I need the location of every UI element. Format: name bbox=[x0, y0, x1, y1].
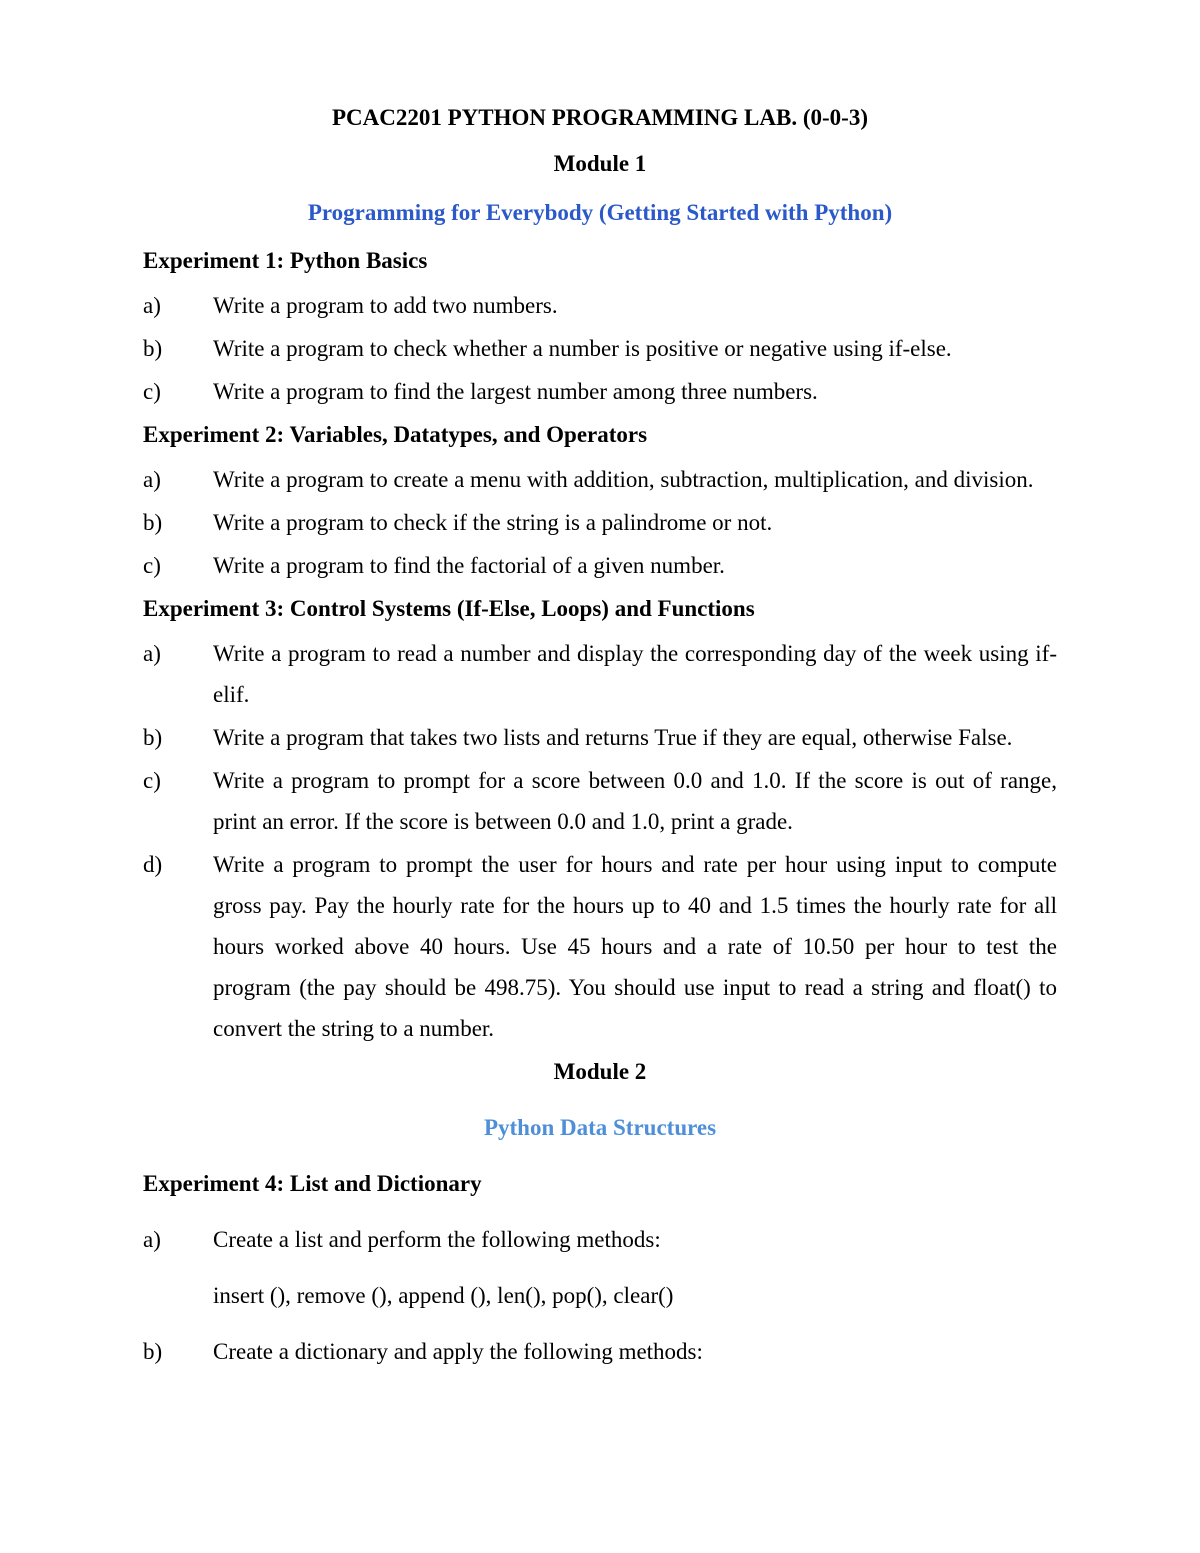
list-item-label: a) bbox=[143, 293, 161, 318]
list-item-text: Write a program to find the factorial of a given number. bbox=[213, 553, 725, 578]
list-item-text: Write a program to find the largest number among three numbers. bbox=[213, 379, 818, 404]
list-item-label: b) bbox=[143, 510, 163, 535]
list-item-label: c) bbox=[143, 768, 161, 793]
list-item bbox=[143, 328, 1057, 369]
module-1-section bbox=[143, 143, 1057, 1049]
list-item-text: Create a dictionary and apply the following methods: bbox=[213, 1339, 703, 1364]
list-item-text: insert (), remove (), append (), len(), pop(), clear() bbox=[213, 1283, 674, 1308]
list-item bbox=[143, 545, 1057, 586]
list-item bbox=[143, 285, 1057, 326]
module-2-heading: Module 2 bbox=[553, 1059, 647, 1084]
list-item bbox=[143, 1275, 1057, 1316]
module-1-heading: Module 1 bbox=[553, 151, 647, 176]
list-item bbox=[143, 1219, 1057, 1260]
experiment-3-heading: Experiment 3: Control Systems (If-Else, Loops) and Functions bbox=[143, 596, 755, 621]
list-item-label: d) bbox=[143, 852, 163, 877]
list-item-text: Write a program to read a number and display the corresponding day of the week using if-elif. bbox=[213, 641, 1057, 707]
list-item-label: b) bbox=[143, 1339, 163, 1364]
list-item-label: a) bbox=[143, 1227, 161, 1252]
module-2-subtitle: Python Data Structures bbox=[483, 1115, 717, 1140]
list-item-label: c) bbox=[143, 379, 161, 404]
list-item-text: Write a program to create a menu with addition, subtraction, multiplication, and division. bbox=[213, 467, 1034, 492]
list-item bbox=[143, 760, 1057, 842]
list-item-text: Create a list and perform the following methods: bbox=[213, 1227, 661, 1252]
list-item-text: Write a program that takes two lists and returns True if they are equal, otherwise False. bbox=[213, 725, 1013, 750]
doc-title: PCAC2201 PYTHON PROGRAMMING LAB. (0-0-3) bbox=[332, 105, 868, 130]
list-item-text: Write a program to check whether a number is positive or negative using if-else. bbox=[213, 336, 952, 361]
experiment-4-heading: Experiment 4: List and Dictionary bbox=[143, 1171, 482, 1196]
list-item bbox=[143, 502, 1057, 543]
list-item bbox=[143, 844, 1057, 1049]
module-2-section bbox=[143, 1051, 1057, 1372]
list-item-label: b) bbox=[143, 725, 163, 750]
list-item bbox=[143, 1331, 1057, 1372]
list-item-text: Write a program to check if the string is a palindrome or not. bbox=[213, 510, 773, 535]
list-item-text: Write a program to add two numbers. bbox=[213, 293, 558, 318]
list-item-label: c) bbox=[143, 553, 161, 578]
list-item-text: Write a program to prompt for a score between 0.0 and 1.0. If the score is out of range, print an error. If the score is between 0.0 and 1.0, print a grade. bbox=[213, 768, 1057, 834]
experiment-1-heading: Experiment 1: Python Basics bbox=[143, 248, 428, 273]
list-item-label: a) bbox=[143, 641, 161, 666]
list-item-label: a) bbox=[143, 467, 161, 492]
list-item bbox=[143, 459, 1057, 500]
list-item bbox=[143, 717, 1057, 758]
list-item bbox=[143, 633, 1057, 715]
list-item bbox=[143, 371, 1057, 412]
list-item-label: b) bbox=[143, 336, 163, 361]
module-1-subtitle: Programming for Everybody (Getting Started with Python) bbox=[307, 200, 893, 225]
experiment-2-heading: Experiment 2: Variables, Datatypes, and Operators bbox=[143, 422, 648, 447]
list-item-text: Write a program to prompt the user for hours and rate per hour using input to compute gross pay. Pay the hourly rate for the hours up to 40 and 1.5 times the hourly rate for all hours worked above 40 hours. Use 45 hours and a rate of 10.50 per hour to test the program (the pay should be 498.75). You should use input to read a string and float() to convert the string to a number. bbox=[213, 852, 1057, 1041]
